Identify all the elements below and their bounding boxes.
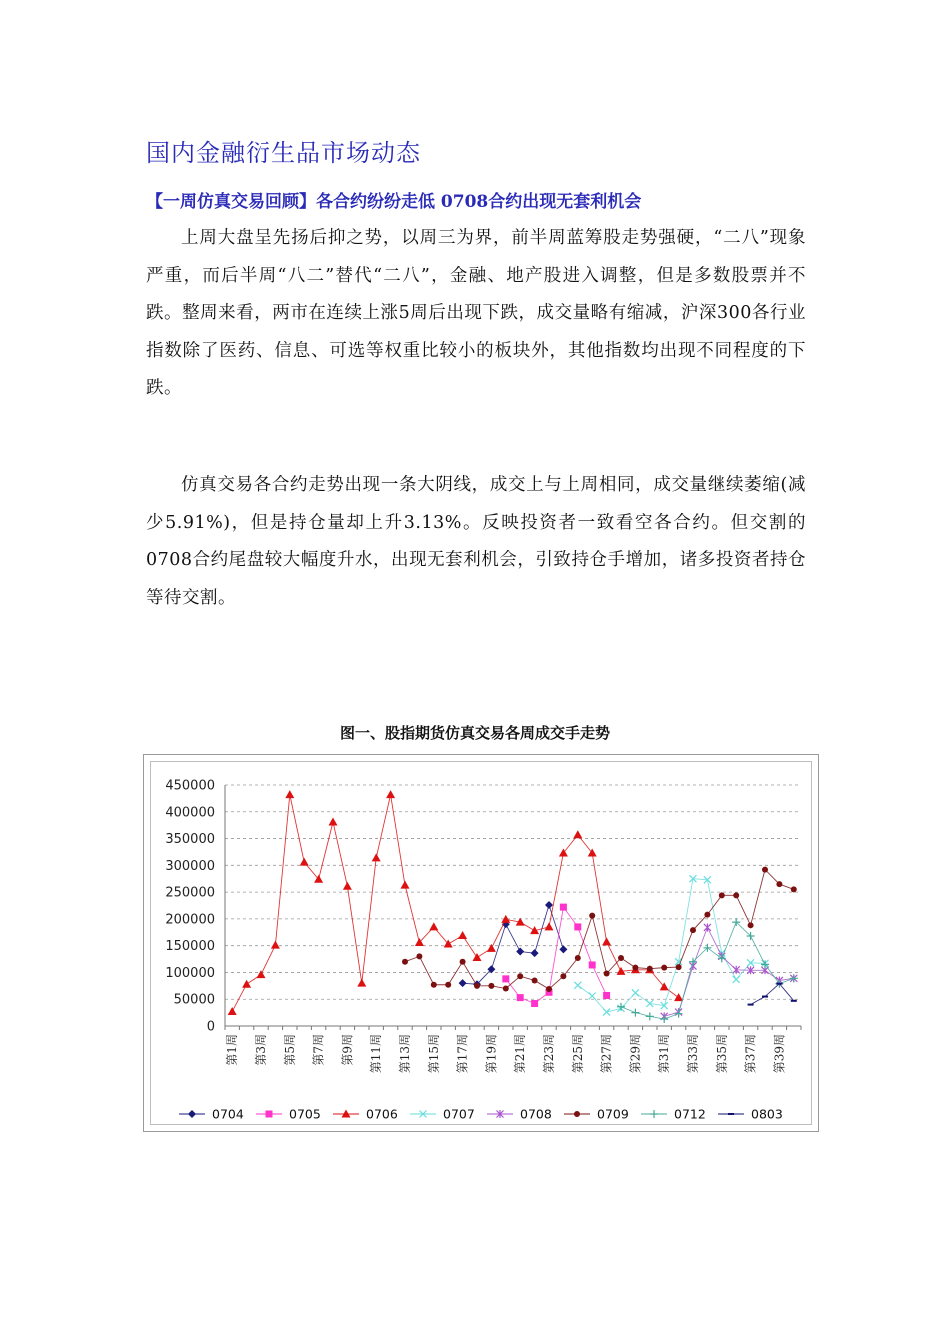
data-point-0705 <box>560 904 567 911</box>
data-point-0704 <box>545 901 553 909</box>
legend-item-0707 <box>410 1107 475 1122</box>
legend-item-0706 <box>333 1107 398 1122</box>
x-tick-label: 第29周 <box>628 1034 643 1074</box>
legend-marker <box>188 1110 196 1118</box>
data-point-0706 <box>458 931 467 939</box>
data-point-0707 <box>589 993 596 1000</box>
data-point-0709 <box>690 927 696 933</box>
data-point-0709 <box>647 966 653 972</box>
data-point-0709 <box>488 983 494 989</box>
data-point-0803 <box>762 996 768 998</box>
data-point-0712 <box>631 1009 639 1017</box>
x-tick-label: 第9周 <box>340 1034 355 1066</box>
x-tick-label: 第15周 <box>426 1034 441 1074</box>
series-0712 <box>617 918 798 1023</box>
data-point-0706 <box>429 922 438 930</box>
y-tick-label: 50000 <box>173 992 215 1008</box>
data-point-0704 <box>559 945 567 953</box>
data-point-0709 <box>791 886 797 892</box>
data-point-0709 <box>431 982 437 988</box>
y-tick-label: 250000 <box>165 885 215 901</box>
y-tick-label: 300000 <box>165 858 215 874</box>
x-tick-label: 第13周 <box>398 1034 412 1074</box>
data-point-0709 <box>776 881 782 887</box>
data-point-0803 <box>776 983 782 985</box>
data-point-0706 <box>487 944 496 952</box>
data-point-0709 <box>416 953 422 959</box>
data-point-0705 <box>517 994 524 1001</box>
x-tick-label: 第21周 <box>513 1034 528 1074</box>
data-point-0705 <box>502 975 509 982</box>
paragraph-weekly-review: 上周大盘呈先扬后抑之势，以周三为界，前半周蓝筹股走势强硬，“二八”现象严重，而后半周“八二”替代“二八”，金融、地产股进入调整，但是多数股票并不跌。整周来看，两市在连续上涨5周后出现下跌，成交量略有缩减，沪深300各行业指数除了医药、信息、可选等权重比较小的板块外，其他指数均出现不同程度的下跌。 <box>146 228 806 398</box>
section-heading: 【一周仿真交易回顾】各合约纷纷走低 0708合约出现无套利机会 <box>146 192 642 212</box>
x-tick-label: 第27周 <box>599 1034 614 1074</box>
x-tick-label: 第19周 <box>484 1034 499 1074</box>
x-tick-label: 第1周 <box>225 1034 240 1066</box>
data-point-0803 <box>791 1000 797 1002</box>
data-point-0709 <box>704 912 710 918</box>
data-point-0709 <box>604 971 610 977</box>
data-point-0704 <box>531 949 539 957</box>
x-tick-label: 第25周 <box>570 1034 585 1074</box>
data-point-0705 <box>589 961 596 968</box>
data-point-0709 <box>546 986 552 992</box>
data-point-0709 <box>503 986 509 992</box>
data-point-0712 <box>675 1010 683 1018</box>
data-point-0709 <box>589 913 595 919</box>
x-tick-label: 第33周 <box>686 1034 700 1074</box>
data-point-0706 <box>473 953 482 961</box>
data-point-0706 <box>271 941 280 949</box>
x-tick-label: 第11周 <box>369 1034 384 1074</box>
legend-label: 0712 <box>674 1106 706 1122</box>
data-point-0803 <box>748 1004 754 1006</box>
data-point-0708 <box>704 923 711 931</box>
data-point-0706 <box>257 970 266 978</box>
y-tick-label: 450000 <box>165 778 215 794</box>
data-point-0709 <box>762 867 768 873</box>
y-tick-label: 200000 <box>165 912 215 928</box>
x-tick-label: 第7周 <box>311 1034 326 1066</box>
data-point-0709 <box>618 955 624 961</box>
x-tick-label: 第35周 <box>714 1034 729 1074</box>
page-title: 国内金融衍生品市场动态 <box>146 139 421 167</box>
legend-marker <box>574 1111 580 1117</box>
data-point-0709 <box>719 892 725 898</box>
paragraph-contract-analysis: 仿真交易各合约走势出现一条大阴线，成交上与上周相同，成交量继续萎缩(减少5.91%)，但是持仓量却上升3.13%。反映投资者一致看空各合约。但交割的0708合约尾盘较大幅度升水，出现无套利机会，引致持仓手增加，诸多投资者持仓等待交割。 <box>146 475 806 608</box>
series-line-0706 <box>232 795 678 1012</box>
data-point-0709 <box>517 973 523 979</box>
data-point-0706 <box>228 1007 237 1015</box>
x-tick-label: 第39周 <box>772 1034 787 1074</box>
data-point-0706 <box>386 790 395 798</box>
data-point-0709 <box>460 959 466 965</box>
legend-item-0705 <box>256 1107 321 1122</box>
data-point-0709 <box>632 965 638 971</box>
data-point-0706 <box>573 830 582 838</box>
x-tick-label: 第5周 <box>282 1034 297 1066</box>
legend-item-0708 <box>487 1107 552 1122</box>
data-point-0705 <box>574 923 581 930</box>
data-point-0706 <box>674 993 683 1001</box>
legend-item-0712 <box>641 1107 706 1122</box>
x-tick-label: 第17周 <box>455 1034 470 1074</box>
legend-label: 0709 <box>597 1106 629 1122</box>
y-tick-label: 400000 <box>165 805 215 821</box>
data-point-0709 <box>661 965 667 971</box>
data-point-0704 <box>516 948 524 956</box>
data-point-0709 <box>733 892 739 898</box>
data-point-0709 <box>445 982 451 988</box>
data-point-0706 <box>285 790 294 798</box>
y-tick-label: 150000 <box>165 939 215 955</box>
legend-item-0803 <box>718 1107 783 1122</box>
series-0803 <box>748 983 797 1006</box>
data-point-0707 <box>574 982 581 989</box>
data-point-0707 <box>632 989 639 996</box>
legend-label: 0704 <box>212 1106 244 1122</box>
series-line-0803 <box>751 984 794 1005</box>
series-0709 <box>402 867 797 992</box>
legend-label: 0706 <box>366 1106 398 1122</box>
data-point-0706 <box>242 980 251 988</box>
data-point-0709 <box>474 983 480 989</box>
legend-marker <box>728 1113 734 1115</box>
legend-item-0704 <box>179 1107 244 1122</box>
x-tick-label: 第31周 <box>657 1034 672 1074</box>
data-point-0709 <box>575 955 581 961</box>
data-point-0706 <box>372 853 381 861</box>
x-tick-label: 第37周 <box>743 1034 758 1074</box>
data-point-0707 <box>603 1009 610 1016</box>
data-point-0704 <box>459 979 467 987</box>
y-tick-label: 100000 <box>165 965 215 981</box>
data-point-0706 <box>401 881 410 889</box>
legend-label: 0708 <box>520 1106 552 1122</box>
data-point-0705 <box>531 1000 538 1007</box>
data-point-0709 <box>748 922 754 928</box>
series-0706 <box>228 790 683 1015</box>
data-point-0705 <box>603 992 610 999</box>
data-point-0706 <box>602 937 611 945</box>
legend-marker <box>266 1111 273 1118</box>
data-point-0706 <box>357 979 366 987</box>
legend-item-0709 <box>564 1107 629 1122</box>
x-tick-label: 第23周 <box>542 1034 556 1074</box>
data-point-0709 <box>560 973 566 979</box>
data-point-0709 <box>402 959 408 965</box>
y-tick-label: 0 <box>206 1019 215 1035</box>
legend-label: 0705 <box>289 1106 321 1122</box>
legend-label: 0707 <box>443 1106 475 1122</box>
data-point-0709 <box>532 977 538 983</box>
volume-line-chart <box>143 754 819 1132</box>
data-point-0712 <box>660 1015 668 1023</box>
data-point-0706 <box>329 817 338 825</box>
x-tick-label: 第3周 <box>254 1034 268 1066</box>
y-tick-label: 350000 <box>165 832 215 848</box>
legend-marker <box>650 1110 658 1118</box>
data-point-0709 <box>676 964 682 970</box>
legend-label: 0803 <box>751 1106 783 1122</box>
data-point-0707 <box>733 976 740 983</box>
data-point-0706 <box>545 922 554 930</box>
data-point-0712 <box>646 1012 654 1020</box>
data-point-0706 <box>343 882 352 890</box>
data-point-0706 <box>300 858 309 866</box>
figure-title: 图一、股指期货仿真交易各周成交手走势 <box>339 724 610 742</box>
